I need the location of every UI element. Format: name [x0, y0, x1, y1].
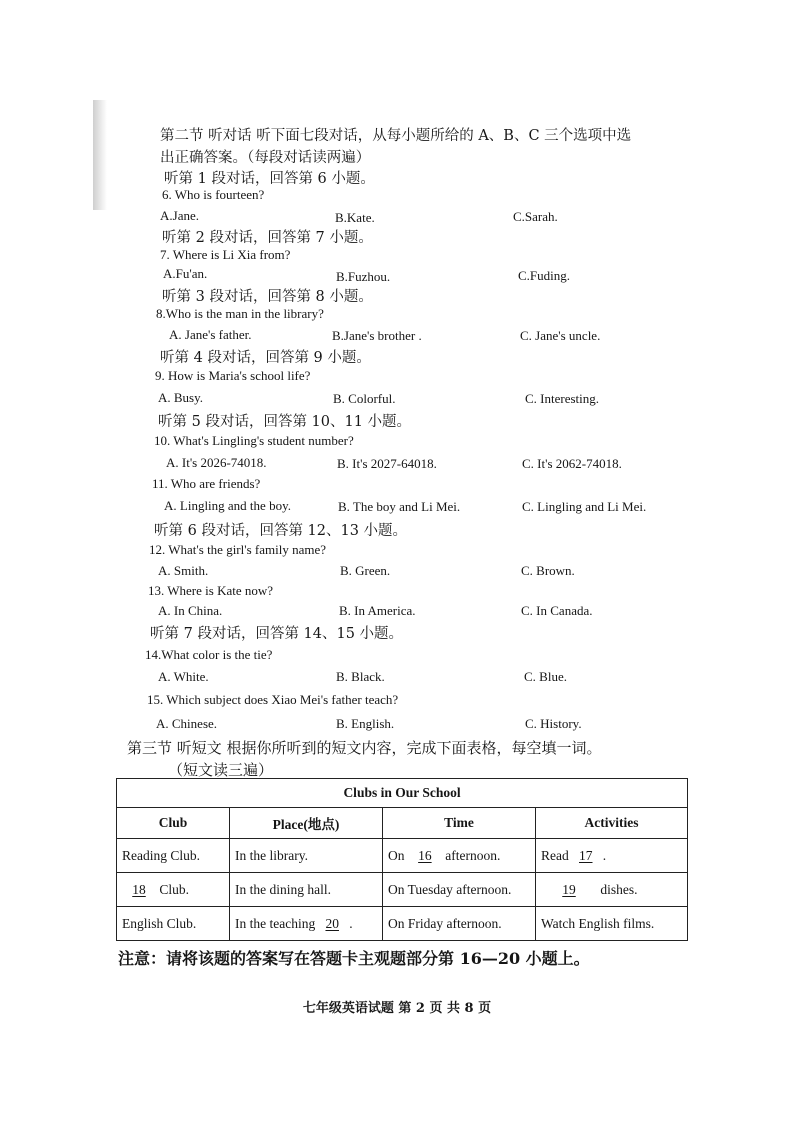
question-stem-9: 9. How is Maria's school life? — [155, 368, 311, 383]
question-stem-7: 7. Where is Li Xia from? — [160, 247, 291, 262]
section3-subnote: （短文读三遍） — [168, 761, 274, 779]
blank-16[interactable]: 16 — [418, 847, 432, 863]
option-13b[interactable]: B. In America. — [339, 603, 416, 618]
option-8a[interactable]: A. Jane's father. — [169, 327, 252, 342]
question-stem-11: 11. Who are friends? — [152, 476, 261, 491]
cell-text: . — [349, 915, 353, 931]
header-time: Time — [383, 808, 536, 839]
option-7b[interactable]: B.Fuzhou. — [336, 269, 391, 284]
cell-place: In the dining hall. — [230, 873, 383, 907]
option-11b[interactable]: B. The boy and Li Mei. — [338, 499, 461, 514]
option-6c[interactable]: C.Sarah. — [513, 209, 558, 224]
cell-time: On Tuesday afternoon. — [383, 873, 536, 907]
cell-activities — [536, 873, 688, 907]
cell-text: In the teaching — [235, 915, 316, 931]
table-row — [117, 907, 688, 941]
question-stem-8: 8.Who is the man in the library? — [156, 306, 324, 321]
group-lead-5: 听第 5 段对话，回答第 10、11 小题。 — [158, 414, 412, 430]
group-lead-6: 听第 6 段对话，回答第 12、13 小题。 — [154, 523, 408, 539]
group-lead-2: 听第 2 段对话，回答第 7 小题。 — [162, 230, 373, 246]
option-8c[interactable]: C. Jane's uncle. — [520, 328, 601, 343]
blank-17[interactable]: 17 — [579, 847, 593, 863]
option-9c[interactable]: C. Interesting. — [525, 391, 600, 406]
option-11a[interactable]: A. Lingling and the boy. — [164, 498, 291, 513]
option-12b[interactable]: B. Green. — [340, 563, 391, 578]
option-10a[interactable]: A. It's 2026-74018. — [166, 455, 267, 470]
cell-time — [383, 839, 536, 873]
option-14a[interactable]: A. White. — [158, 669, 209, 684]
cell-text: . — [602, 847, 607, 863]
option-13c[interactable]: C. In Canada. — [521, 603, 593, 618]
blank-19[interactable]: 19 — [562, 881, 576, 897]
option-13a[interactable]: A. In China. — [158, 603, 223, 618]
cell-text: dishes. — [600, 881, 638, 897]
option-10b[interactable]: B. It's 2027-64018. — [337, 456, 437, 471]
table-row — [117, 873, 688, 907]
question-stem-12: 12. What's the girl's family name? — [149, 542, 327, 557]
question-stem-6: 6. Who is fourteen? — [162, 187, 265, 202]
cell-text: Club. — [159, 881, 190, 897]
option-14b[interactable]: B. Black. — [336, 669, 385, 684]
option-8b[interactable]: B.Jane's brother . — [332, 328, 422, 343]
option-6b[interactable]: B.Kate. — [335, 210, 375, 225]
option-10c[interactable]: C. It's 2062-74018. — [522, 456, 622, 471]
option-9b[interactable]: B. Colorful. — [333, 391, 396, 406]
option-12a[interactable]: A. Smith. — [158, 563, 209, 578]
group-lead-3: 听第 3 段对话，回答第 8 小题。 — [162, 289, 373, 305]
option-15a[interactable]: A. Chinese. — [156, 716, 218, 731]
table-title: Clubs in Our School — [117, 779, 688, 808]
page-footer: 七年级英语试题 第 2 页 共 8 页 — [302, 1001, 492, 1016]
cell-activities — [536, 839, 688, 873]
group-lead-4: 听第 4 段对话，回答第 9 小题。 — [160, 350, 371, 366]
header-club: Club — [117, 808, 230, 839]
option-14c[interactable]: C. Blue. — [524, 669, 567, 684]
header-place: Place(地点) — [230, 808, 383, 839]
blank-18[interactable]: 18 — [132, 881, 146, 897]
cell-text: On — [388, 847, 405, 863]
blank-20[interactable]: 20 — [325, 915, 339, 931]
section2-instruction-line2: 出正确答案。（每段对话读两遍） — [160, 150, 371, 166]
section3-instruction: 第三节 听短文 根据你所听到的短文内容，完成下面表格，每空填一词。 — [127, 739, 602, 757]
option-6a[interactable]: A.Jane. — [160, 208, 199, 223]
clubs-table — [116, 778, 688, 941]
cell-place — [230, 907, 383, 941]
section2-instruction-line1: 第二节 听对话 听下面七段对话，从每小题所给的 A、B、C 三个选项中选 — [160, 128, 632, 144]
group-lead-1: 听第 1 段对话，回答第 6 小题。 — [164, 171, 375, 187]
option-9a[interactable]: A. Busy. — [158, 390, 204, 405]
cell-club: English Club. — [117, 907, 230, 941]
option-12c[interactable]: C. Brown. — [521, 563, 575, 578]
scan-edge-shadow — [93, 100, 107, 210]
cell-place: In the library. — [230, 839, 383, 873]
question-stem-10: 10. What's Lingling's student number? — [154, 433, 354, 448]
table-row — [117, 839, 688, 873]
header-activities: Activities — [536, 808, 688, 839]
cell-activities: Watch English films. — [536, 907, 688, 941]
question-stem-14: 14.What color is the tie? — [145, 647, 273, 662]
option-15c[interactable]: C. History. — [525, 716, 582, 731]
option-15b[interactable]: B. English. — [336, 716, 395, 731]
answer-note: 注意：请将该题的答案写在答题卡主观题部分第 16—20 小题上。 — [118, 949, 590, 968]
cell-text: Read — [541, 847, 569, 863]
table-header-row — [117, 808, 688, 839]
cell-time: On Friday afternoon. — [383, 907, 536, 941]
option-7a[interactable]: A.Fu'an. — [163, 266, 208, 281]
group-lead-7: 听第 7 段对话，回答第 14、15 小题。 — [150, 626, 404, 642]
question-stem-13: 13. Where is Kate now? — [148, 583, 274, 598]
option-11c[interactable]: C. Lingling and Li Mei. — [522, 499, 647, 514]
option-7c[interactable]: C.Fuding. — [518, 268, 571, 283]
cell-club: Reading Club. — [117, 839, 230, 873]
cell-club — [117, 873, 230, 907]
cell-text: afternoon. — [445, 847, 501, 863]
question-stem-15: 15. Which subject does Xiao Mei's father teach? — [147, 692, 399, 707]
